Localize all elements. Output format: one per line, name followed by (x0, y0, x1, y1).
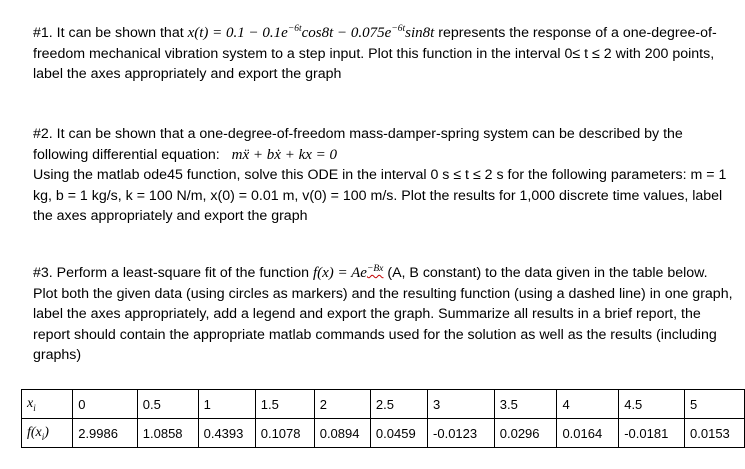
problem-2-text-b: Using the matlab ode45 function, solve this ODE in the interval 0 s ≤ t ≤ 2 s for the following parameters: m = 1 kg, b = 1 kg/s, k = 100 N/m, x(0) = 0.01 m, v(0) = 100 m/s. Plot the results for 1,000 discrete time values, label the axes appropriately and export the graph (33, 167, 727, 224)
problem-3-text-a: #3. Perform a least-square fit of the function (33, 265, 313, 281)
problem-1 (33, 23, 733, 85)
ode-equation: mẍ + bẋ + kx = 0 (231, 146, 338, 163)
f-cell: 1.0858 (137, 419, 198, 448)
x-cell: 5 (685, 390, 745, 419)
x-cell: 0 (73, 390, 138, 419)
x-cell: 3.5 (494, 390, 557, 419)
row-header-f: $f(x_i)$ (22, 419, 73, 448)
f-cell: 0.1078 (255, 419, 314, 448)
problem-1-intro: #1. It can be shown that (33, 25, 188, 41)
x-cell: 1 (198, 390, 255, 419)
f-cell: 0.0459 (370, 419, 427, 448)
table-row-f (22, 419, 745, 448)
f-cell: 0.0894 (314, 419, 370, 448)
f-cell: 0.0153 (685, 419, 745, 448)
f-cell: 0.4393 (198, 419, 255, 448)
data-table (21, 389, 745, 448)
f-cell: 0.0296 (494, 419, 557, 448)
fit-function: $f(x) = Ae^{-Bx}$ (312, 264, 384, 281)
problem-3 (33, 263, 733, 366)
x-cell: 3 (428, 390, 495, 419)
f-cell: -0.0123 (428, 419, 495, 448)
x-cell: 1.5 (255, 390, 314, 419)
response-equation: $x(t) = 0.1 - 0.1e^{-6t}\cos 8t - 0.075e^{-6t}\sin 8t$ (187, 24, 435, 41)
table-row-x (22, 390, 745, 419)
x-cell: 2 (314, 390, 370, 419)
x-cell: 4.5 (619, 390, 685, 419)
problem-2-text-a: #2. It can be shown that a one-degree-of-freedom mass-damper-spring system can be described by the following differential equation: (33, 126, 683, 163)
row-header-x: $x_i$ (22, 390, 73, 419)
f-cell: 0.0164 (557, 419, 619, 448)
problem-3-text-b: (A, B constant) to the data given in the table below. Plot both the given data (using circles as markers) and the resulting function (using a dashed line) in one graph, label the axes appropriately, add a legend and export the graph. Summarize all results in a brief report, the report should contain the appropriate matlab commands used for the solution as well as the results (including graphs) (33, 265, 733, 363)
problem-2 (33, 124, 733, 227)
f-cell: -0.0181 (619, 419, 685, 448)
problem-1-text: represents the response of a one-degree-of-freedom mechanical vibration system to a step input. Plot this function in the interval 0≤ t ≤ 2 with 200 points, label the axes appropriately and export the graph (33, 25, 717, 82)
x-cell: 0.5 (137, 390, 198, 419)
x-cell: 2.5 (370, 390, 427, 419)
f-cell: 2.9986 (73, 419, 138, 448)
x-cell: 4 (557, 390, 619, 419)
